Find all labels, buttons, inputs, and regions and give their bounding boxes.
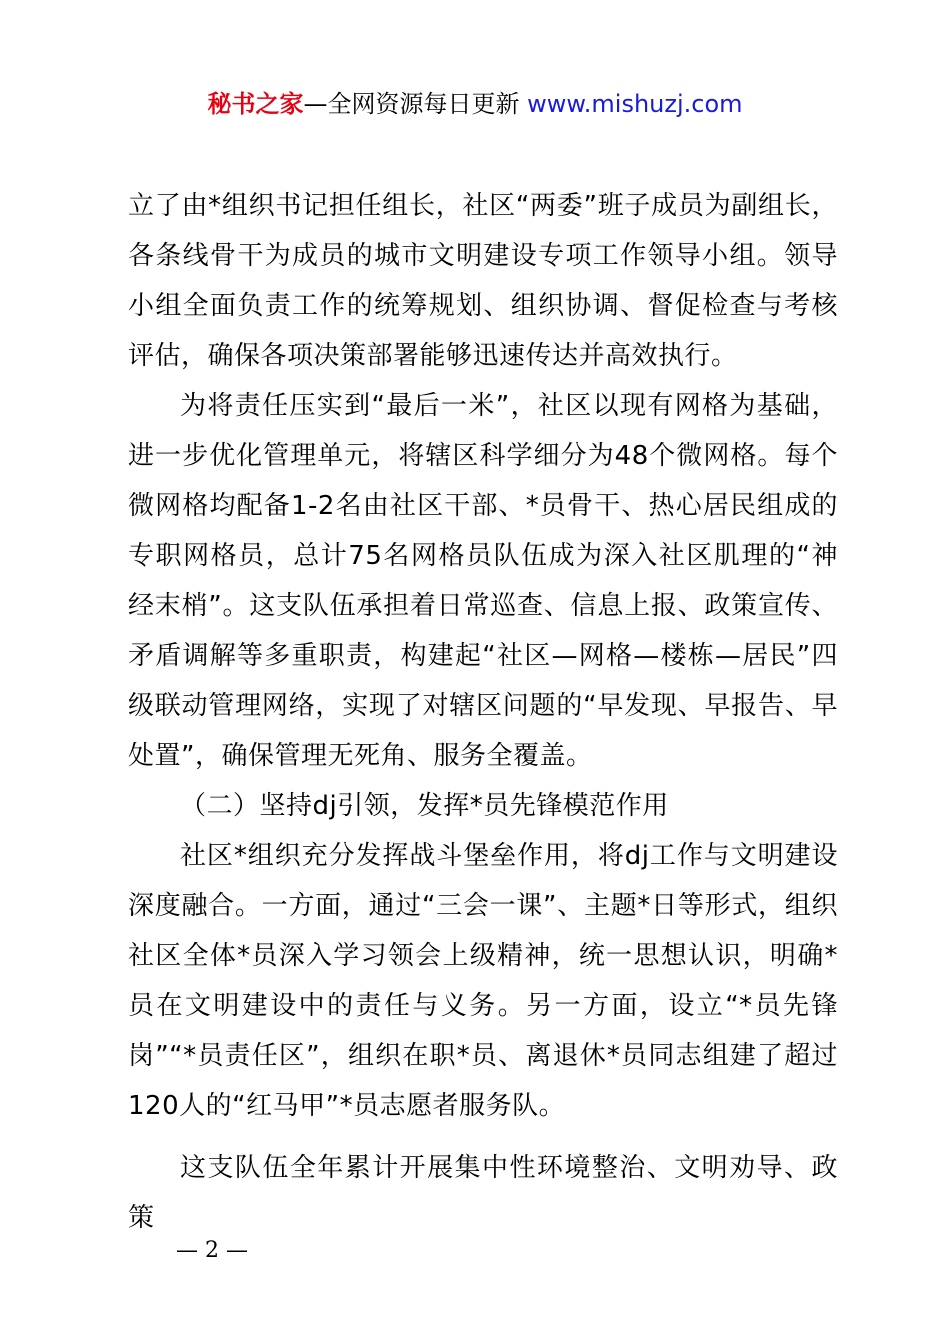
page-number: — 2 — (176, 1238, 248, 1263)
site-brand: 秘书之家 (207, 90, 304, 118)
body-paragraph: 立了由*组织书记担任组长，社区“两委”班子成员为副组长，各条线骨干为成员的城市文明建设专项工作领导小组。领导小组全面负责工作的统筹规划、组织协调、督促检查与考核评估，确保各项决策部署能够迅速传达并高效执行。 (128, 191, 838, 371)
site-url-link[interactable]: www.mishuzj.com (527, 90, 743, 118)
document-body (128, 181, 838, 1243)
site-header (0, 88, 950, 120)
body-paragraph: 社区*组织充分发挥战斗堡垒作用，将dj工作与文明建设深度融合。一方面，通过“三会一课”、主题*日等形式，组织社区全体*员深入学习领会上级精神，统一思想认识，明确*员在文明建设中的责任与义务。另一方面，设立“*员先锋岗”“*员责任区”，组织在职*员、离退休*员同志组建了超过120人的“红马甲”*员志愿者服务队。 (128, 841, 838, 1121)
body-paragraph: 这支队伍全年累计开展集中性环境整治、文明劝导、政策 (128, 1153, 838, 1233)
section-heading: （二）坚持dj引领，发挥*员先锋模范作用 (180, 791, 669, 821)
site-slogan: —全网资源每日更新 (303, 90, 528, 118)
body-paragraph: 为将责任压实到“最后一米”，社区以现有网格为基础，进一步优化管理单元，将辖区科学细分为48个微网格。每个微网格均配备1-2名由社区干部、*员骨干、热心居民组成的专职网格员，总计75名网格员队伍成为深入社区肌理的“神经末梢”。这支队伍承担着日常巡查、信息上报、政策宣传、矛盾调解等多重职责，构建起“社区—网格—楼栋—居民”四级联动管理网络，实现了对辖区问题的“早发现、早报告、早处置”，确保管理无死角、服务全覆盖。 (128, 391, 838, 771)
